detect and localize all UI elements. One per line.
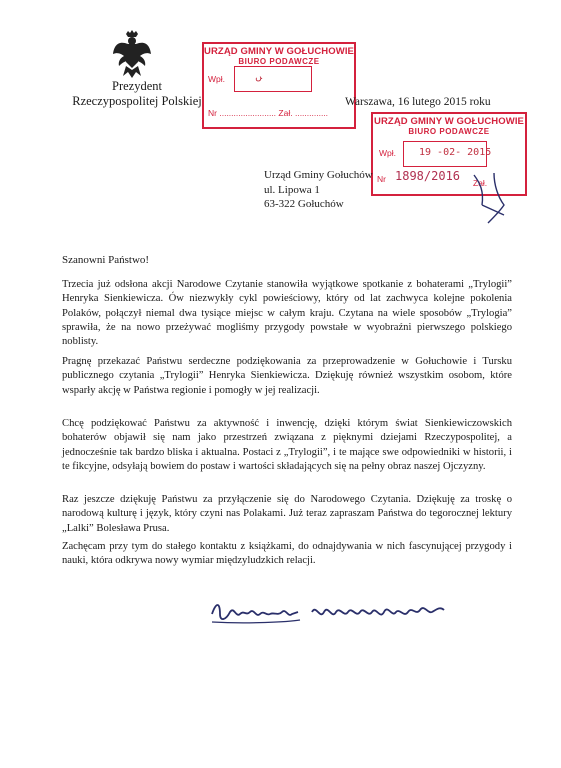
stamp-number-handwritten: 1898/2016 bbox=[395, 169, 461, 183]
polish-eagle-emblem-icon bbox=[112, 30, 152, 80]
receipt-stamp-1: URZĄD GMINY W GOŁUCHOWIE BIURO PODAWCZE Wpł. ﮟ Nr ........................ Zał. .............. bbox=[202, 42, 356, 129]
stamp-subtitle: BIURO PODAWCZE bbox=[408, 127, 490, 136]
recipient-line3: 63-322 Gołuchów bbox=[264, 198, 344, 210]
stamp-date-handwritten: 19 -02- 2015 bbox=[419, 147, 492, 158]
stamp-title: URZĄD GMINY W GOŁUCHOWIE bbox=[204, 46, 354, 57]
handwritten-annotation-mark bbox=[464, 165, 512, 225]
body-paragraph-4: Raz jeszcze dziękuję Państwu za przyłączenie się do Narodowego Czytania. Dziękuję za troskę o narodową kulturę i język, który czyni nas Polakami. Już teraz zapraszam Państwa do tegorocznej lektury „Lalki” Bolesława Prusa. bbox=[62, 494, 512, 534]
issuer-line1: Prezydent bbox=[112, 79, 162, 93]
body-paragraph-2: Pragnę przekazać Państwu serdeczne podziękowania za przeprowadzenie w Gołuchowie i Tursku publicznego czytania „Trylogii” Henryka Sienkiewicza. Dziękuję również wszystkim osobom, które wsparły akcję w Państwa regionie i pomogły w jej realizacji. bbox=[62, 356, 512, 396]
issuer-block bbox=[62, 79, 212, 109]
issuer-line2: Rzeczypospolitej Polskiej bbox=[72, 94, 202, 108]
stamp-number-label: Nr bbox=[208, 108, 217, 118]
stamp-attachments-dots: .............. bbox=[294, 108, 329, 118]
recipient-address bbox=[264, 168, 373, 212]
stamp-number-label: Nr bbox=[377, 174, 386, 184]
date-line: Warszawa, 16 lutego 2015 roku bbox=[345, 96, 491, 108]
body-paragraph-1: Trzecia już odsłona akcji Narodowe Czytanie stanowiła wyjątkowe spotkanie z bohaterami „Trylogii” Henryka Sienkiewicza. Ów niezwykły cykl powieściowy, który od lat zachwyca kolejne pokolenia Polaków, połączył niemal dwa tysiące miejsc w całym kraju. Czytana na wiele sposobów „Trylogia” sprawiła, że na nowo przeżywać mogliśmy przygody powstałe w wyobraźni pierwszego polskiego noblisty. bbox=[62, 279, 512, 348]
handwritten-signature bbox=[208, 592, 468, 632]
stamp-attachments-label: Zał. bbox=[473, 178, 488, 188]
stamp-subtitle: BIURO PODAWCZE bbox=[238, 57, 320, 66]
recipient-line2: ul. Lipowa 1 bbox=[264, 183, 320, 196]
stamp-number-dots: ........................ bbox=[219, 108, 277, 118]
stamp-attachments-label: Zał. bbox=[278, 108, 293, 118]
salutation: Szanowni Państwo! bbox=[62, 254, 150, 266]
body-paragraph-5: Zachęcam przy tym do stałego kontaktu z książkami, do odnajdywania w nich fascynującej przygody i nauki, która odkrywa nowy wymiar międzyludzkich relacji. bbox=[62, 541, 512, 567]
recipient-line1: Urząd Gminy Gołuchów bbox=[264, 169, 373, 181]
stamp-title: URZĄD GMINY W GOŁUCHOWIE bbox=[374, 116, 524, 127]
stamp-received-label: Wpł. bbox=[379, 148, 396, 158]
stamp-received-label: Wpł. bbox=[208, 74, 225, 84]
body-paragraph-3: Chcę podziękować Państwu za aktywność i inwencję, dzięki którym świat Sienkiewiczowskich bohaterów objawił się nam jako przestrzeń związana z pięknymi dziejami Rzeczypospolitej, a jednocześnie tak bardzo bliska i aktualna. Postaci z „Trylogii”, i te mające swe odpowiedniki w historii, i te fikcyjne, odsyłają bowiem do postaw i wartości składających się na pełny obraz naszej Ojczyzny. bbox=[62, 418, 512, 472]
